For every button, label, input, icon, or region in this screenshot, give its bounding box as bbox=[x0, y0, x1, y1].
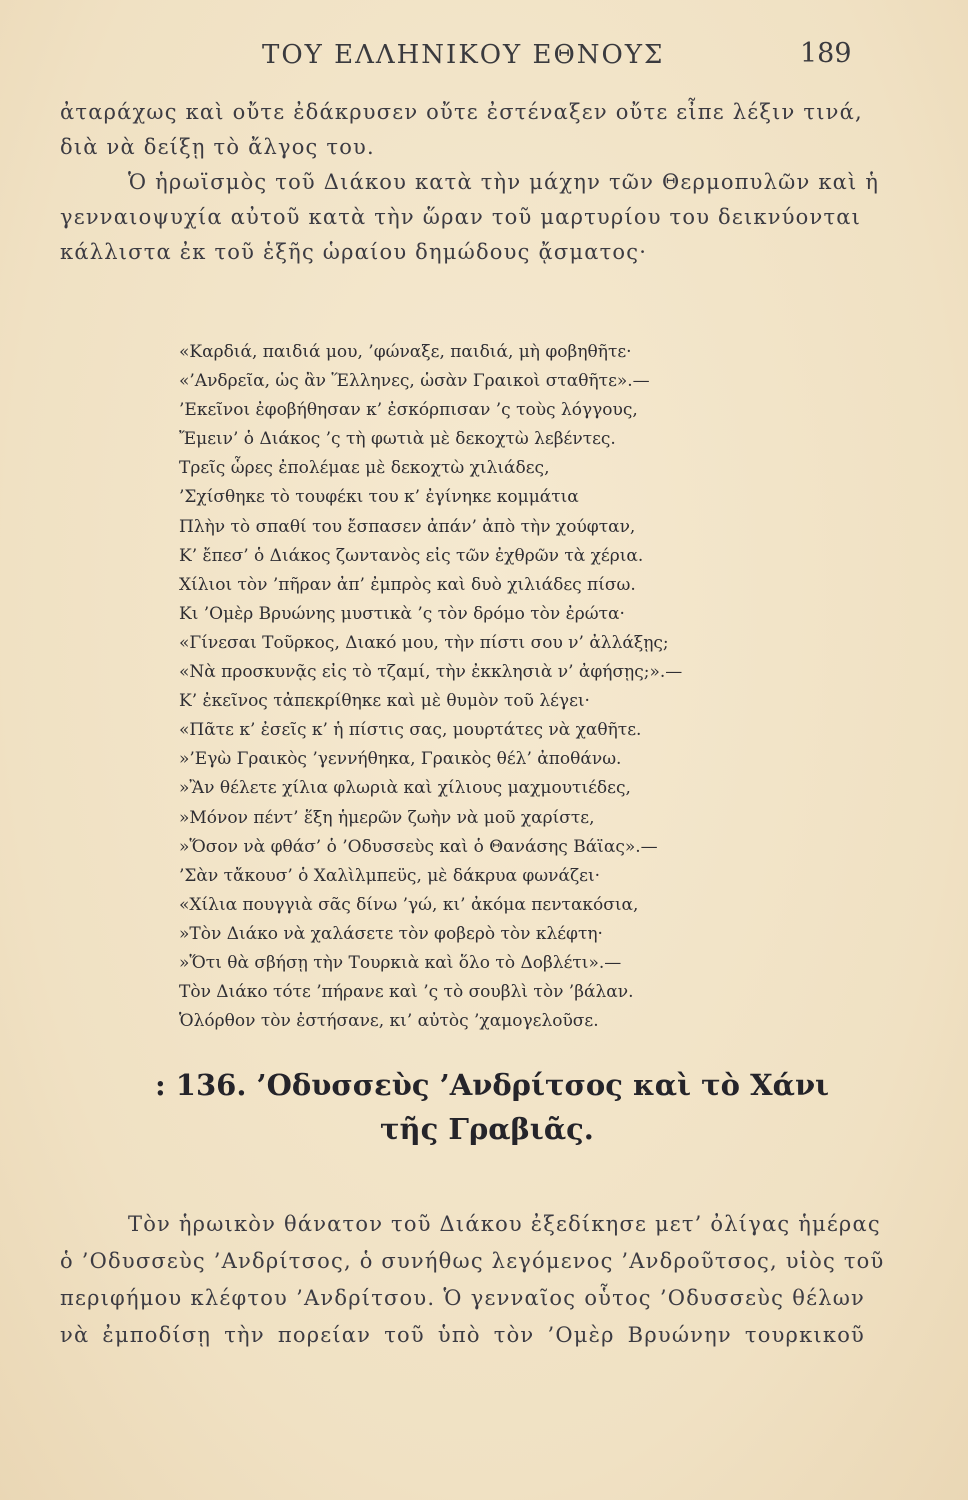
text-line: Τὸν ἡρωικὸν θάνατον τοῦ Διάκου ἐξεδίκησε μετ’ ὀλίγας ἡμέρας bbox=[128, 1212, 881, 1236]
text-line: κάλλιστα ἐκ τοῦ ἑξῆς ὡραίου δημώδους ᾄσματος· bbox=[60, 240, 648, 264]
poem-verse: ’Σὰν τἄκουσ’ ὁ Χαλὶλμπεϋς, μὲ δάκρυα φωνάζει· bbox=[179, 865, 601, 886]
poem-verse: «Πᾶτε κ’ ἐσεῖς κ’ ἡ πίστις σας, μουρτάτες νὰ χαθῆτε. bbox=[179, 720, 642, 741]
poem-verse: Τὸν Διάκο τότε ’πήρανε καὶ ’ς τὸ σουβλὶ τὸν ’βάλαν. bbox=[179, 982, 634, 1003]
poem-verse: »Ὅτι θὰ σβήσῃ τὴν Τουρκιὰ καὶ ὅλο τὸ Δοβλέτι».— bbox=[179, 952, 622, 973]
poem-verse: Κ’ ἐκεῖνος τἀπεκρίθηκε καὶ μὲ θυμὸν τοῦ λέγει· bbox=[179, 691, 590, 712]
poem-verse: ’Εκεῖνοι ἐφοβήθησαν κ’ ἐσκόρπισαν ’ς τοὺς λόγγους, bbox=[179, 400, 638, 421]
poem-verse: «Χίλια πουγγιὰ σᾶς δίνω ’γώ, κι’ ἀκόμα πεντακόσια, bbox=[179, 894, 639, 915]
section-body-paragraph bbox=[60, 1206, 885, 1354]
poem-verse: «Καρδιά, παιδιά μου, ’φώναξε, παιδιά, μὴ φοβηθῆτε· bbox=[179, 342, 632, 362]
poem-verse: »Μόνον πέντ’ ἕξη ἡμερῶν ζωὴν νὰ μοῦ χαρίστε, bbox=[179, 807, 595, 828]
page-header bbox=[0, 40, 968, 80]
text-line: ἀταράχως καὶ οὔτε ἐδάκρυσεν οὔτε ἐστέναξεν οὔτε εἶπε λέξιν τινά, bbox=[60, 100, 863, 124]
page-number: 189 bbox=[800, 38, 852, 69]
poem-verse: »Ὅσον νὰ φθάσ’ ὁ ’Οδυσσεὺς καὶ ὁ Θανάσης Βάϊας».— bbox=[179, 836, 658, 857]
text-line: ὁ ’Οδυσσεὺς ’Ανδρίτσος, ὁ συνήθως λεγόμενος ’Ανδροῦτσος, υἱὸς τοῦ bbox=[60, 1249, 885, 1273]
section-heading-line: : 136. ’Οδυσσεὺς ’Ανδρίτσος καὶ τὸ Χάνι bbox=[155, 1068, 830, 1102]
poem-verse: Ἔμειν’ ὁ Διάκος ’ς τὴ φωτιὰ μὲ δεκοχτὼ λεβέντες. bbox=[179, 429, 616, 450]
text-line: γενναιοψυχία αὐτοῦ κατὰ τὴν ὥραν τοῦ μαρτυρίου του δεικνύονται bbox=[60, 205, 862, 229]
poem-verse: »Τὸν Διάκο νὰ χαλάσετε τὸν φοβερὸ τὸν κλέφτη· bbox=[179, 923, 603, 944]
poem-verse: Κ’ ἔπεσ’ ὁ Διάκος ζωντανὸς εἰς τῶν ἐχθρῶν τὰ χέρια. bbox=[179, 545, 644, 566]
text-line: περιφήμου κλέφτου ’Ανδρίτσου. Ὁ γενναῖος οὗτος ’Οδυσσεὺς θέλων bbox=[60, 1286, 865, 1310]
poem-verse: »’Εγὼ Γραικὸς ’γεννήθηκα, Γραικὸς θέλ’ ἀποθάνω. bbox=[179, 749, 622, 770]
text-line: διὰ νὰ δείξῃ τὸ ἄλγος του. bbox=[60, 135, 375, 159]
section-heading-line: τῆς Γραβιᾶς. bbox=[380, 1112, 594, 1146]
poem-verse: Ὁλόρθον τὸν ἐστήσανε, κι’ αὐτὸς ’χαμογελοῦσε. bbox=[179, 1011, 599, 1032]
poem-verse: «’Ανδρεῖα, ὡς ἂν Ἕλληνες, ὡσὰν Γραικοὶ σταθῆτε».— bbox=[179, 371, 650, 392]
poem-verse: Κι ’Ομὲρ Βρυώνης μυστικὰ ’ς τὸν δρόμο τὸν ἐρώτα· bbox=[179, 603, 625, 624]
poem-verse: ’Σχίσθηκε τὸ τουφέκι του κ’ ἐγίνηκε κομμάτια bbox=[179, 487, 579, 508]
poem-verse: Χίλιοι τὸν ’πῆραν ἀπ’ ἐμπρὸς καὶ δυὸ χιλιάδες πίσω. bbox=[179, 574, 636, 595]
running-title: ΤΟΥ ΕΛΛΗΝΙΚΟΥ ΕΘΝΟΥΣ bbox=[262, 40, 665, 70]
intro-paragraph bbox=[60, 95, 880, 270]
poem-verse: «Νὰ προσκυνᾷς εἰς τὸ τζαμί, τὴν ἐκκλησιὰ ν’ ἀφήσῃς;».— bbox=[179, 662, 683, 683]
folk-song-poem bbox=[179, 338, 779, 1036]
poem-verse: «Γίνεσαι Τοῦρκος, Διακό μου, τὴν πίστι σου ν’ ἀλλάξῃς; bbox=[179, 632, 669, 653]
text-line: νὰ ἐμποδίσῃ τὴν πορείαν τοῦ ὑπὸ τὸν ’Ομὲρ Βρυώνην τουρκικοῦ bbox=[60, 1323, 865, 1347]
poem-verse: »Ἂν θέλετε χίλια φλωριὰ καὶ χίλιους μαχμουτιέδες, bbox=[179, 778, 631, 799]
poem-verse: Πλὴν τὸ σπαθί του ἔσπασεν ἀπάν’ ἀπὸ τὴν χούφταν, bbox=[179, 516, 636, 537]
text-line: Ὁ ἡρωϊσμὸς τοῦ Διάκου κατὰ τὴν μάχην τῶν Θερμοπυλῶν καὶ ἡ bbox=[128, 170, 880, 194]
poem-verse: Τρεῖς ὧρες ἐπολέμαε μὲ δεκοχτὼ χιλιάδες, bbox=[179, 458, 550, 479]
